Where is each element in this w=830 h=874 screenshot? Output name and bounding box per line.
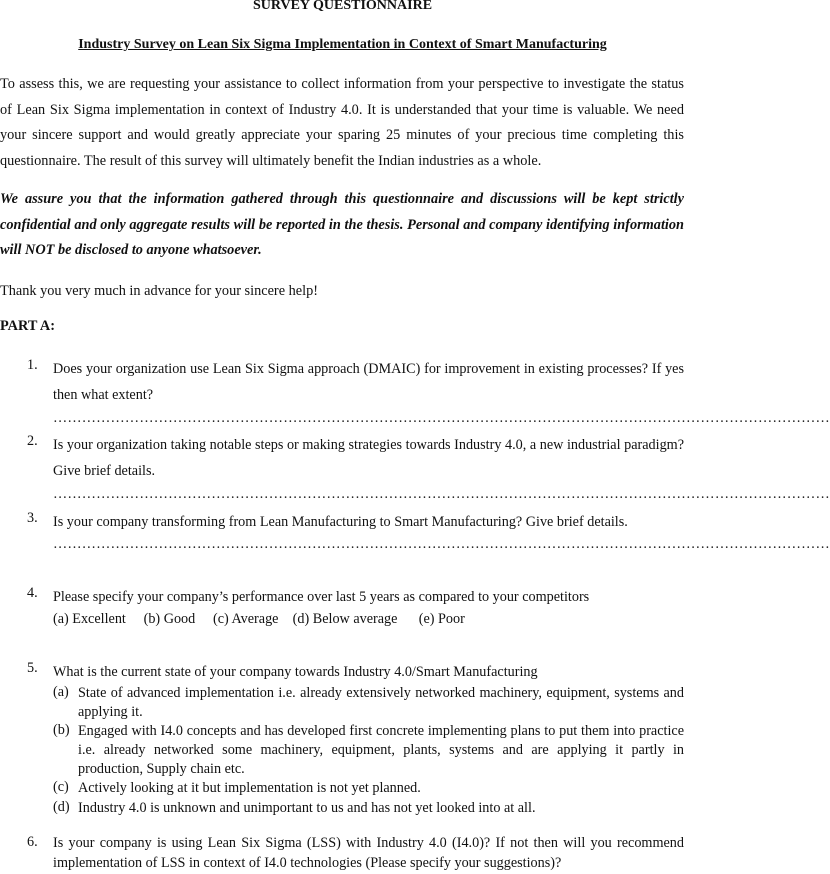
question-text: Is your company is using Lean Six Sigma (LSS) with Industry 4.0 (I4.0)? If not then will you recommend implementation of LSS in context of I4.0 technologies (Please specify your suggestions)? <box>53 835 684 871</box>
option-text: State of advanced implementation i.e. already extensively networked machinery, equipment, systems and applying it. <box>78 685 684 720</box>
option-label: (c) <box>53 779 69 795</box>
intro-paragraph: To assess this, we are requesting your assistance to collect information from your perspective to investigate the status of Lean Six Sigma implementation in context of Industry 4.0. It is understanded that your time is valuable. We need your sincere support and would greatly appreciate your sparing 25 minutes of your precious time completing this questionnaire. The result of this survey will ultimately benefit the Indian industries as a whole. <box>0 76 684 169</box>
question-text: Does your organization use Lean Six Sigma approach (DMAIC) for improvement in existing processes? If yes then what extent? <box>53 361 684 403</box>
option-below-average[interactable]: (d) Below average <box>292 611 398 627</box>
option-label: (d) <box>53 799 70 815</box>
answer-line[interactable]: ……………………………………………………………………………………………………………………………………………… <box>53 410 830 426</box>
option-text: Industry 4.0 is unknown and unimportant to us and has not yet looked into at all. <box>78 800 536 816</box>
question-number: 1. <box>27 357 38 373</box>
answer-line[interactable]: ……………………………………………………………………………………………………………………………………………… <box>53 486 830 502</box>
question-number: 2. <box>27 433 38 449</box>
question-number: 3. <box>27 510 38 526</box>
survey-subtitle: Industry Survey on Lean Six Sigma Implementation in Context of Smart Manufacturing <box>78 37 607 52</box>
question-number: 6. <box>27 834 38 850</box>
question-number: 4. <box>27 585 38 601</box>
option-text: Actively looking at it but implementation is not yet planned. <box>78 780 421 796</box>
page-title: SURVEY QUESTIONNAIRE <box>252 0 433 13</box>
option-text: Engaged with I4.0 concepts and has developed first concrete implementing plans to put them into practice i.e. already networked some machinery, equipment, plants, systems and are applying it partly in production, Supply chain etc. <box>78 723 684 777</box>
performance-options <box>53 611 465 628</box>
option-label: (b) <box>53 722 70 738</box>
option-label: (a) <box>53 684 69 700</box>
option-average[interactable]: (c) Average <box>212 611 279 627</box>
question-text: Please specify your company’s performance over last 5 years as compared to your competitors <box>53 589 590 605</box>
question-text: What is the current state of your company towards Industry 4.0/Smart Manufacturing <box>53 664 538 680</box>
option-excellent[interactable]: (a) Excellent <box>53 611 126 627</box>
option-good[interactable]: (b) Good <box>143 611 196 627</box>
option-poor[interactable]: (e) Poor <box>418 611 465 627</box>
confidentiality-paragraph: We assure you that the information gathered through this questionnaire and discussions will be kept strictly confidential and only aggregate results will be reported in the thesis. Personal and company identifying information will NOT be disclosed to anyone whatsoever. <box>0 191 684 258</box>
question-text: Is your organization taking notable steps or making strategies towards Industry 4.0, a new industrial paradigm? Give brief details. <box>53 437 684 479</box>
question-text: Is your company transforming from Lean Manufacturing to Smart Manufacturing? Give brief details. <box>53 514 628 530</box>
thanks-paragraph: Thank you very much in advance for your sincere help! <box>0 283 318 299</box>
part-a-heading: PART A: <box>0 318 55 334</box>
question-number: 5. <box>27 660 38 676</box>
answer-line[interactable]: ……………………………………………………………………………………………………………………………………………… <box>53 536 830 552</box>
